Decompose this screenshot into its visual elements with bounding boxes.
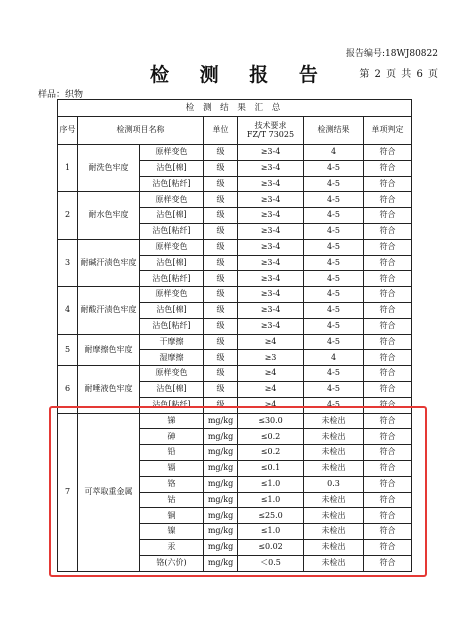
result-cell: 4-5 [304, 318, 364, 334]
unit-cell: 级 [204, 287, 238, 303]
sub-item: 沾色[棉] [140, 160, 204, 176]
page-info: 第 2 页 共 6 页 [359, 69, 438, 80]
result-cell: 4-5 [304, 223, 364, 239]
unit-cell: 级 [204, 239, 238, 255]
sub-item: 镉 [140, 460, 204, 476]
result-cell: 未检出 [304, 460, 364, 476]
document-title: 检 测 报 告 [150, 64, 330, 86]
result-cell: 未检出 [304, 445, 364, 461]
sub-item: 铬 [140, 476, 204, 492]
table-row [58, 366, 412, 382]
group-name: 耐碱汗渍色牢度 [78, 239, 140, 286]
table-row [58, 413, 412, 429]
requirement-cell: ≤1.0 [238, 476, 304, 492]
result-cell: 未检出 [304, 524, 364, 540]
judgement-cell: 符合 [364, 271, 412, 287]
sub-item: 原样变色 [140, 287, 204, 303]
result-cell: 未检出 [304, 492, 364, 508]
judgement-cell: 符合 [364, 429, 412, 445]
sub-item: 沾色[棉] [140, 381, 204, 397]
judgement-cell: 符合 [364, 397, 412, 413]
unit-cell: 级 [204, 334, 238, 350]
judgement-cell: 符合 [364, 239, 412, 255]
result-cell: 4-5 [304, 192, 364, 208]
header-item: 检测项目名称 [78, 117, 204, 145]
unit-cell: 级 [204, 176, 238, 192]
requirement-cell: ≥3-4 [238, 302, 304, 318]
sub-item: 锑 [140, 413, 204, 429]
requirement-cell: ≤30.0 [238, 413, 304, 429]
result-cell: 未检出 [304, 413, 364, 429]
unit-cell: 级 [204, 223, 238, 239]
requirement-cell: ≥3-4 [238, 192, 304, 208]
table-row [58, 239, 412, 255]
group-seq: 2 [58, 192, 78, 239]
unit-cell: mg/kg [204, 413, 238, 429]
judgement-cell: 符合 [364, 176, 412, 192]
group-name: 可萃取重金属 [78, 413, 140, 571]
judgement-cell: 符合 [364, 192, 412, 208]
result-cell: 未检出 [304, 508, 364, 524]
unit-cell: 级 [204, 366, 238, 382]
result-cell: 0.3 [304, 476, 364, 492]
sub-item: 汞 [140, 539, 204, 555]
unit-cell: mg/kg [204, 429, 238, 445]
unit-cell: 级 [204, 255, 238, 271]
group-seq: 4 [58, 287, 78, 334]
requirement-cell: ≥3-4 [238, 287, 304, 303]
sub-item: 沾色[棉] [140, 302, 204, 318]
result-cell: 4-5 [304, 239, 364, 255]
sub-item: 钴 [140, 492, 204, 508]
sample-label: 样品：织物 [38, 90, 84, 100]
group-name: 耐摩擦色牢度 [78, 334, 140, 366]
unit-cell: mg/kg [204, 508, 238, 524]
sub-item: 原样变色 [140, 192, 204, 208]
result-cell: 4-5 [304, 271, 364, 287]
requirement-cell: ≥3-4 [238, 208, 304, 224]
table-caption: 检 测 结 果 汇 总 [58, 100, 412, 117]
unit-cell: mg/kg [204, 476, 238, 492]
table-header-row [58, 117, 412, 145]
judgement-cell: 符合 [364, 539, 412, 555]
sub-item: 沾色[粘纤] [140, 176, 204, 192]
requirement-cell: ≥4 [238, 397, 304, 413]
table-row [58, 145, 412, 161]
judgement-cell: 符合 [364, 302, 412, 318]
requirement-cell: ≥3-4 [238, 223, 304, 239]
table-row [58, 192, 412, 208]
unit-cell: mg/kg [204, 555, 238, 571]
result-cell: 4 [304, 350, 364, 366]
group-seq: 7 [58, 413, 78, 571]
unit-cell: 级 [204, 397, 238, 413]
result-cell: 4-5 [304, 334, 364, 350]
sub-item: 原样变色 [140, 366, 204, 382]
judgement-cell: 符合 [364, 476, 412, 492]
unit-cell: 级 [204, 302, 238, 318]
sub-item: 沾色[粘纤] [140, 223, 204, 239]
result-cell: 4-5 [304, 366, 364, 382]
judgement-cell: 符合 [364, 381, 412, 397]
table-row [58, 287, 412, 303]
requirement-cell: ≥4 [238, 381, 304, 397]
result-cell: 4-5 [304, 160, 364, 176]
unit-cell: mg/kg [204, 492, 238, 508]
result-cell: 4-5 [304, 176, 364, 192]
group-seq: 5 [58, 334, 78, 366]
sub-item: 沾色[粘纤] [140, 318, 204, 334]
requirement-cell: ≥3-4 [238, 255, 304, 271]
header-requirement [238, 117, 304, 145]
requirement-cell: ≤1.0 [238, 492, 304, 508]
table-row [58, 334, 412, 350]
header-result: 检测结果 [304, 117, 364, 145]
requirement-cell: ＜0.5 [238, 555, 304, 571]
requirement-cell: ≥3-4 [238, 318, 304, 334]
judgement-cell: 符合 [364, 145, 412, 161]
sub-item: 砷 [140, 429, 204, 445]
unit-cell: mg/kg [204, 445, 238, 461]
unit-cell: mg/kg [204, 524, 238, 540]
result-cell: 未检出 [304, 555, 364, 571]
result-cell: 4-5 [304, 302, 364, 318]
judgement-cell: 符合 [364, 366, 412, 382]
unit-cell: 级 [204, 350, 238, 366]
sub-item: 沾色[棉] [140, 208, 204, 224]
result-cell: 未检出 [304, 539, 364, 555]
judgement-cell: 符合 [364, 318, 412, 334]
sub-item: 铬(六价) [140, 555, 204, 571]
judgement-cell: 符合 [364, 223, 412, 239]
result-cell: 未检出 [304, 429, 364, 445]
header-judgement: 单项判定 [364, 117, 412, 145]
result-cell: 4-5 [304, 208, 364, 224]
header-requirement-line1: 技术要求 [254, 121, 287, 131]
judgement-cell: 符合 [364, 413, 412, 429]
group-seq: 6 [58, 366, 78, 413]
judgement-cell: 符合 [364, 508, 412, 524]
judgement-cell: 符合 [364, 287, 412, 303]
requirement-cell: ≥3 [238, 350, 304, 366]
requirement-cell: ≥4 [238, 334, 304, 350]
unit-cell: mg/kg [204, 539, 238, 555]
unit-cell: 级 [204, 208, 238, 224]
header-requirement-line2: FZ/T 73025 [246, 129, 295, 139]
group-name: 耐水色牢度 [78, 192, 140, 239]
requirement-cell: ≤0.2 [238, 429, 304, 445]
result-cell: 4-5 [304, 381, 364, 397]
sub-item: 铅 [140, 445, 204, 461]
unit-cell: 级 [204, 318, 238, 334]
requirement-cell: ≤0.2 [238, 445, 304, 461]
sub-item: 原样变色 [140, 145, 204, 161]
unit-cell: 级 [204, 160, 238, 176]
judgement-cell: 符合 [364, 445, 412, 461]
result-cell: 4-5 [304, 287, 364, 303]
requirement-cell: ≥3-4 [238, 176, 304, 192]
judgement-cell: 符合 [364, 460, 412, 476]
sub-item: 沾色[粘纤] [140, 397, 204, 413]
requirement-cell: ≥3-4 [238, 160, 304, 176]
requirement-cell: ≥3-4 [238, 271, 304, 287]
sub-item: 湿摩擦 [140, 350, 204, 366]
group-seq: 1 [58, 145, 78, 192]
group-name: 耐洗色牢度 [78, 145, 140, 192]
header-seq: 序号 [58, 117, 78, 145]
group-name: 耐唾液色牢度 [78, 366, 140, 413]
result-cell: 4-5 [304, 255, 364, 271]
group-name: 耐酸汗渍色牢度 [78, 287, 140, 334]
requirement-cell: ≤0.1 [238, 460, 304, 476]
judgement-cell: 符合 [364, 334, 412, 350]
result-cell: 4-5 [304, 397, 364, 413]
header-unit: 单位 [204, 117, 238, 145]
requirement-cell: ≥4 [238, 366, 304, 382]
judgement-cell: 符合 [364, 255, 412, 271]
sub-item: 镍 [140, 524, 204, 540]
sub-item: 干摩擦 [140, 334, 204, 350]
judgement-cell: 符合 [364, 524, 412, 540]
judgement-cell: 符合 [364, 160, 412, 176]
requirement-cell: ≤0.02 [238, 539, 304, 555]
requirement-cell: ≤1.0 [238, 524, 304, 540]
sub-item: 铜 [140, 508, 204, 524]
sub-item: 原样变色 [140, 239, 204, 255]
unit-cell: 级 [204, 381, 238, 397]
judgement-cell: 符合 [364, 555, 412, 571]
report-number: 报告编号:18WJ80822 [346, 49, 438, 59]
unit-cell: mg/kg [204, 460, 238, 476]
result-cell: 4 [304, 145, 364, 161]
group-seq: 3 [58, 239, 78, 286]
unit-cell: 级 [204, 271, 238, 287]
results-table [57, 99, 412, 572]
unit-cell: 级 [204, 145, 238, 161]
judgement-cell: 符合 [364, 492, 412, 508]
sub-item: 沾色[粘纤] [140, 271, 204, 287]
requirement-cell: ≤25.0 [238, 508, 304, 524]
judgement-cell: 符合 [364, 350, 412, 366]
requirement-cell: ≥3-4 [238, 145, 304, 161]
sub-item: 沾色[棉] [140, 255, 204, 271]
requirement-cell: ≥3-4 [238, 239, 304, 255]
unit-cell: 级 [204, 192, 238, 208]
judgement-cell: 符合 [364, 208, 412, 224]
